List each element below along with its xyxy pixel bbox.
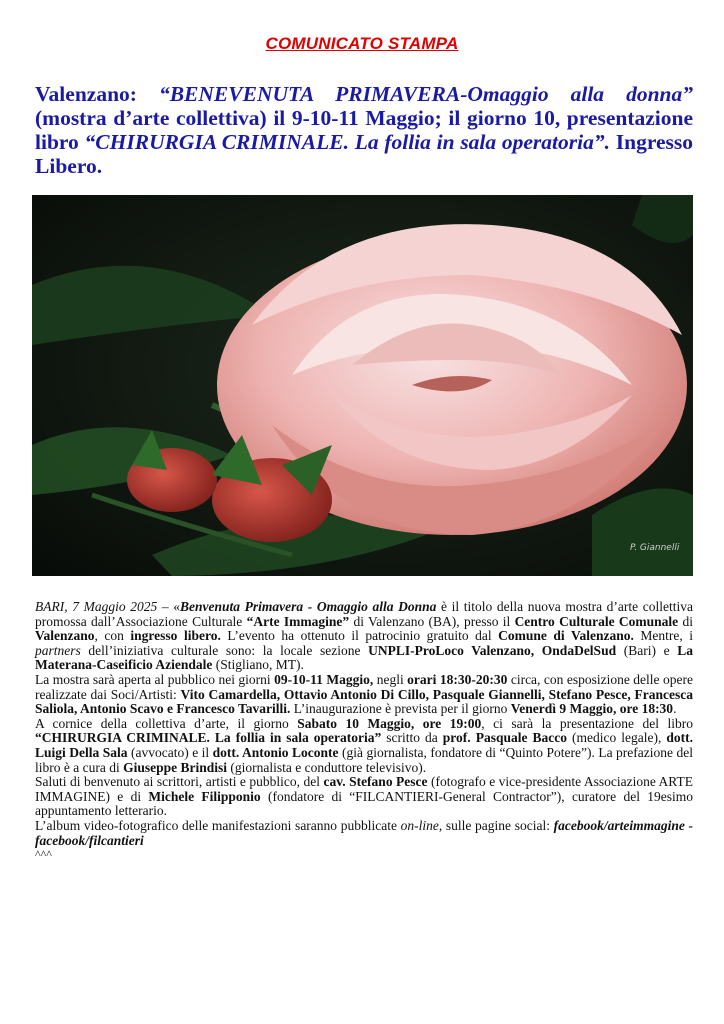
text-run: A cornice della collettiva d’arte, il giorno <box>35 715 298 731</box>
association-name: “Arte Immagine” <box>246 613 350 629</box>
text-run: è il titolo della nuova mostra d’arte collettiva promossa dall’Associazione Culturale <box>35 599 694 629</box>
painting-signature: P. Giannelli <box>630 543 680 553</box>
article-body <box>35 600 693 860</box>
town-name: Valenzano <box>35 628 95 644</box>
text-run: negli <box>373 671 408 687</box>
press-release-kicker: COMUNICATO STAMPA <box>265 34 459 53</box>
text-run: , ci sarà la presentazione del libro <box>481 715 693 731</box>
text-run: (già giornalista, fondatore di “Quinto Potere”). La prefazione del libro è a cura di <box>35 744 693 775</box>
text-run: (giornalista e conduttore televisivo). <box>227 759 427 775</box>
venue-name: Centro Culturale Comunale <box>514 613 679 629</box>
author-loconte: dott. Antonio Loconte <box>212 744 339 760</box>
text-run: L’inaugurazione è prevista per il giorno <box>290 701 511 717</box>
text-run: (avvocato) e il <box>127 744 213 760</box>
text-run: L’evento ha ottenuto il patrocinio gratuito dal <box>220 628 499 644</box>
paragraph-5 <box>35 819 693 848</box>
text-run: di <box>678 613 693 629</box>
end-mark: ^^^ <box>35 847 52 862</box>
text-run: (Stigliano, MT). <box>212 657 304 673</box>
partner-unpli: UNPLI-ProLoco Valenzano, OndaDelSud <box>368 642 617 658</box>
host-pesce: cav. Stefano Pesce <box>323 774 428 790</box>
preface-author: Giuseppe Brindisi <box>123 759 228 775</box>
headline-part: (mostra d’arte collettiva) il 9-10-11 Maggio; il giorno 10, presentazione libro <box>35 106 693 154</box>
dateline: BARI, 7 Maggio 2025 <box>35 599 158 614</box>
patron: Comune di Valenzano. <box>498 628 634 644</box>
text-run: di Valenzano (BA), presso il <box>349 613 515 629</box>
paragraph-3 <box>35 717 693 775</box>
partners-word: partners <box>35 642 81 658</box>
book-presentation-date: Sabato 10 Maggio, ore 19:00 <box>297 715 482 731</box>
text-run: Mentre, i <box>633 628 693 644</box>
headline-exhibition-title: “BENEVENUTA PRIMAVERA-Omaggio alla donna” <box>158 82 693 106</box>
text-run: , sulle pagine social: <box>438 817 554 833</box>
author-bacco: prof. Pasquale Bacco <box>442 730 567 746</box>
text-run: Saluti di benvenuto ai scrittori, artisti e pubblico, del <box>35 774 324 790</box>
exhibition-title: Benvenuta Primavera - Omaggio alla Donna <box>179 599 437 614</box>
text-run: circa, con esposizione delle opere realizzate dai Soci/Artisti: <box>35 671 693 702</box>
text-run: (Bari) e <box>616 642 678 658</box>
text-run: dell’iniziativa culturale sono: la locale sezione <box>80 642 369 658</box>
paragraph-4 <box>35 775 693 819</box>
artists-list: Vito Camardella, Ottavio Antonio Di Cillo, Pasquale Giannelli, Stefano Pesce, Francesca Saliola, Antonio Scavo e Francesco Tavarilli. <box>35 686 693 717</box>
rose-painting-image <box>32 195 693 576</box>
rose-painting-illustration <box>32 195 693 576</box>
free-entry: ingresso libero. <box>130 628 221 644</box>
text-run: – « <box>157 599 180 614</box>
exhibition-dates: 09-10-11 Maggio, <box>274 671 374 687</box>
text-run: (medico legale), <box>566 730 667 746</box>
partner-materana: La Materana-Caseificio Aziendale <box>35 642 693 673</box>
host-filipponio: Michele Filipponio <box>148 788 261 804</box>
headline-part: Ingresso Libero. <box>35 130 693 178</box>
text-run: . <box>673 701 677 717</box>
paragraph-1 <box>35 600 693 673</box>
exhibition-hours: orari 18:30-20:30 <box>407 671 508 687</box>
inauguration-date: Venerdì 9 Maggio, ore 18:30 <box>510 701 674 717</box>
text-run: scritto da <box>381 730 443 746</box>
text-run: La mostra sarà aperta al pubblico nei giorni <box>35 671 275 687</box>
text-run: (fondatore di “FILCANTIERI-General Contractor”), curatore del 19esimo appuntamento letterario. <box>35 788 693 819</box>
paragraph-2 <box>35 673 693 717</box>
headline <box>35 82 693 178</box>
headline-book-title: “CHIRURGIA CRIMINALE. La follia in sala operatoria”. <box>84 130 610 154</box>
book-title: “CHIRURGIA CRIMINALE. La follia in sala operatoria” <box>35 730 382 746</box>
text-run: (fotografo e vice-presidente Associazione ARTE IMMAGINE) e di <box>35 774 693 804</box>
headline-part: Valenzano: <box>35 82 159 106</box>
social-pages: facebook/arteimmagine - facebook/filcantieri <box>35 817 693 848</box>
online-word: on-line <box>400 817 439 833</box>
text-run: , con <box>94 628 131 644</box>
author-della-sala: dott. Luigi Della Sala <box>35 730 693 760</box>
text-run: L’album video-fotografico delle manifestazioni saranno pubblicate <box>35 817 401 833</box>
